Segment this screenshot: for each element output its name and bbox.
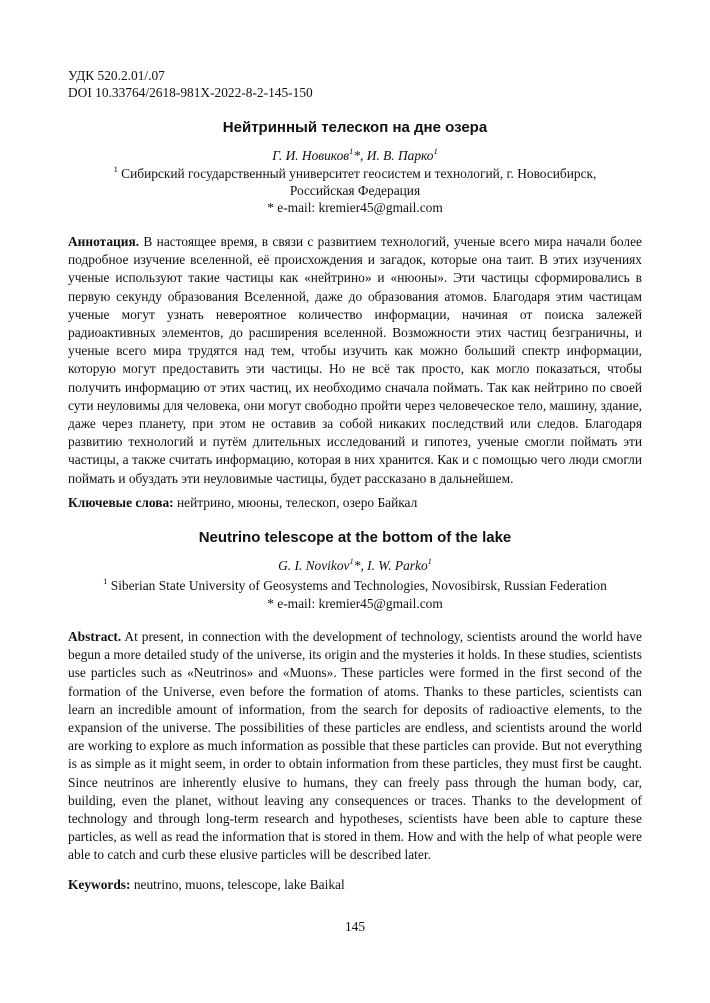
- ru-title: Нейтринный телескоп на дне озера: [222, 119, 488, 136]
- page-number: 145: [344, 919, 366, 934]
- ru-email: * e-mail: kremier45@gmail.com: [267, 200, 443, 215]
- en-affiliation-text: Siberian State University of Geosystems and Technologies, Novosibirsk, Russian Federation: [107, 578, 607, 593]
- en-author-1: G. I. Novikov: [278, 558, 350, 573]
- en-keywords: [68, 876, 642, 894]
- en-abstract: [68, 628, 642, 865]
- ru-abstract-label: Аннотация.: [68, 234, 140, 249]
- ru-author-2-sup: 1: [433, 145, 438, 156]
- en-authors: [40, 555, 670, 575]
- ru-affiliation: [100, 163, 610, 199]
- ru-abstract-text: В настоящее время, в связи с развитием технологий, ученые всего мира начали более подробное изучение вселенной, её происхождения и загадок, которые она таит. В этих изучениях ученые используют такие частицы как «нейтрино» и «нюоны». Эти частицы сформировались в первую секунду образования Вселенной, даже до образования атомов. Благодаря этим частицам ученые могут узнать невероятное количество информации, начиная от поиска залежей радиоактивных элементов, до расширения вселенной. Возможности этих частиц безграничны, и ученые всего мира трудятся над тем, чтобы изучить как можно больший спектр информации, которую могут предоставить эти частицы. Но не всё так просто, как могло показаться, чтобы получить информацию от этих частиц, их необходимо сначала поймать. Так как нейтрино по своей сути неуловимы для человека, они могут свободно пройти через человеческое тело, машину, здание, даже через планету, при этом не оставив за собой никаких последствий или следов. Благодаря развитию технологий и путём длительных исследований и гипотез, ученые смогли поймать эти частицы, а также считать информацию, которая в них хранится. Как и с помощью чего люди смогли поймать и обуздать эти неуловимые частицы, будет рассказано в дальнейшем.: [68, 234, 642, 486]
- udc-code: УДК 520.2.01/.07: [68, 68, 165, 83]
- ru-keywords-label: Ключевые слова:: [68, 495, 174, 510]
- ru-abstract: [68, 233, 642, 488]
- ru-keywords-text: нейтрино, мюоны, телескоп, озеро Байкал: [173, 495, 418, 510]
- ru-keywords: [68, 494, 642, 512]
- en-author-1-sup: 1: [349, 555, 354, 566]
- en-email: * e-mail: kremier45@gmail.com: [267, 596, 443, 611]
- en-abstract-label: Abstract.: [68, 629, 122, 644]
- en-affiliation: [40, 575, 670, 595]
- en-keywords-text: neutrino, muons, telescope, lake Baikal: [130, 877, 345, 892]
- ru-affiliation-sup: 1: [113, 163, 118, 174]
- en-affiliation-sup: 1: [103, 575, 108, 586]
- ru-author-1-sup: 1: [349, 145, 354, 156]
- en-title: Neutrino telescope at the bottom of the lake: [198, 529, 512, 546]
- en-keywords-label: Keywords:: [68, 877, 131, 892]
- ru-authors: [40, 145, 670, 165]
- ru-affiliation-text: Сибирский государственный университет геосистем и технологий, г. Новосибирск, Российская Федерация: [117, 166, 597, 198]
- ru-author-1: Г. И. Новиков: [272, 148, 350, 163]
- en-author-2-sup: 1: [427, 555, 432, 566]
- article-meta: [68, 68, 313, 101]
- ru-author-2: *, И. В. Парко: [353, 148, 434, 163]
- doi: DOI 10.33764/2618-981X-2022-8-2-145-150: [68, 84, 313, 100]
- en-abstract-text: At present, in connection with the development of technology, scientists around the world have begun a more detailed study of the universe, its origin and the mysteries it holds. In these studies, scientists use particles such as «Neutrinos» and «Muons». These particles were formed in the first second of the formation of the Universe, even before the formation of atoms. Thanks to these particles, scientists can learn an incredible amount of information, from the search for deposits of radioactive elements, to the expansion of the universe. The possibilities of these particles are endless, and scientists around the world are working to explore as much information as possible that these particles can provide. But not everything is as simple as it might seem, in order to obtain information from these particles, they must first be caught. Since neutrinos are inherently elusive to humans, they can freely pass through the human body, car, building, even the planet, without leaving any consequences or traces. Thanks to the development of technology and through long-term research and hypotheses, scientists have been able to capture these particles, as well as read the information that is stored in them. How and with the help of what people were able to catch and curb these elusive particles will be described later.: [68, 629, 642, 863]
- en-author-2: *, I. W. Parko: [353, 558, 428, 573]
